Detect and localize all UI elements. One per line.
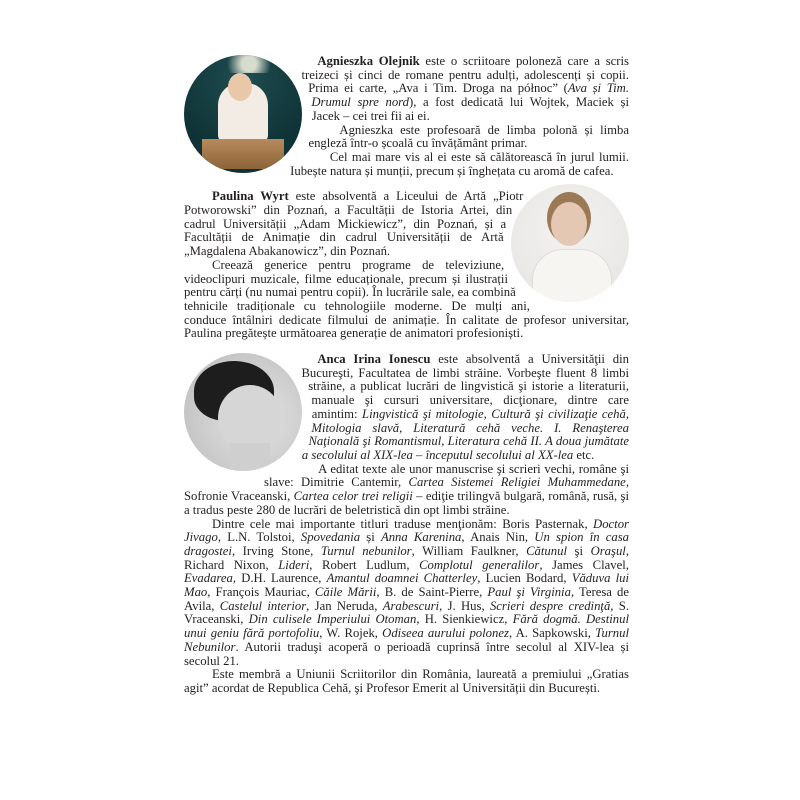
book-title: Evadarea: [184, 571, 233, 586]
book-title: Amantul doamnei Chatterley: [326, 571, 478, 586]
book-title: Anna Karenina: [380, 530, 462, 545]
bio-text: , François Mauriac,: [207, 585, 315, 600]
bio-text: , James Clavel,: [539, 557, 629, 572]
book-title: Oraşul: [590, 543, 626, 558]
bio-text: , S. Vraceanski,: [184, 598, 630, 627]
bio-paragraph: [184, 518, 629, 669]
bio-text: A editat texte ale unor manuscrise şi scrieri vechi, române şi slave: Dimitrie Cantemir,: [264, 461, 629, 490]
bio-text: , D.H. Laurence,: [232, 571, 327, 586]
bio-text: și: [360, 530, 381, 545]
book-title: Cartea celor trei religii: [293, 489, 413, 504]
bio-text: este absolventă a Liceului de Artă „Piotr Potworowski” din Poznań, a Facultății de Istoria Artei, din cadrul Universității „Adam Mickiewicz”, din Poznań, și a Facultății de Animație din cadrul Universității de Artă „Magdalena Abakanowicz”, din Poznań.: [184, 189, 524, 259]
bio-text: , Anais Nin,: [461, 530, 535, 545]
bio-text: Creează generice pentru programe de televiziune, videoclipuri muzicale, filme educaționale, precum și ilustrații pentru cărți (nu numai pentru copii). În lucrările sale, ea combină tehnicile tradiționale cu tehnologiile moderne. De mulți ani, conduce întâlniri dedicate filmului de animație. În calitate de profesor universitar, Paulina pregătește următoarea generație de animatori profesioniști.: [184, 257, 629, 341]
book-title: Cătunul: [526, 543, 567, 558]
bio-text: , Lucien Bodard,: [477, 571, 572, 586]
bio-text: Este membră a Uniunii Scriitorilor din România, laureată a premiului „Gratias agit” acordat de Republica Cehă, şi Profesor Emerit al Universității din București.: [184, 667, 629, 695]
bio-text: şi: [566, 543, 591, 558]
book-title: Doctor Jivago: [184, 516, 629, 545]
bio-text: , Teresa de Avila,: [184, 585, 629, 613]
bio-text: , Jan Neruda,: [306, 598, 383, 613]
bio-text: , W. Rojek,: [319, 626, 383, 641]
bio-text: Cel mai mare vis al ei este să călătorească în jurul lumii. Iubește natura și munții, precum și înghețata cu aromă de cafea.: [290, 149, 629, 178]
book-title: Lideri: [278, 557, 310, 572]
bio-text: Sofronie Vraceanski,: [184, 489, 294, 504]
author-photo-anca-irina-ionescu: [184, 353, 302, 471]
bio-section-paulina-wyrt: [184, 190, 629, 341]
bio-text: este absolventă a Universităţii din Bucureşti, Facultatea de limbi străine. Vorbeşte fluent 8 limbi străine, a publicat lucrări de lingvistică şi istorie a literaturii, manuale şi cursuri universitare, dicţionare, dintre care amintim:: [301, 352, 629, 421]
bio-text: , A. Sapkowski,: [508, 626, 596, 641]
author-bios-page: [184, 55, 629, 696]
bio-text: Dintre cele mai importante titluri traduse menţionăm: Boris Pasternak,: [212, 516, 594, 531]
bio-text: etc.: [573, 447, 595, 462]
bio-text: – ediţie trilingvă bulgară, română, rusă, şi a tradus peste 280 de lucrări de beletristică din opt limbi străine.: [184, 489, 630, 517]
bio-paragraph: [184, 668, 629, 695]
book-title: Fără dogmă. Destinul unui geniu fără portofoliu: [184, 612, 629, 641]
author-name: Paulina Wyrt: [212, 189, 289, 204]
bio-text: , H. Sienkiewicz,: [416, 612, 513, 627]
book-title: Căile Mării: [314, 585, 377, 600]
bio-text: , L.N. Tolstoi,: [217, 530, 301, 545]
book-title: Turnul nebunilor: [320, 543, 412, 558]
bio-text: ), a fost dedicată lui Wojtek, Maciek și Jacek – cei trei fii ai ei.: [311, 95, 629, 123]
book-title: Castelul interior: [219, 598, 307, 613]
book-title: Scrieri despre credinţă: [489, 598, 611, 613]
bio-section-agnieszka-olejnik: [184, 55, 629, 178]
bio-text: Agnieszka este profesoară de limba polonă și limba engleză într-o școală cu învățământ primar.: [308, 122, 629, 151]
book-title: Complotul generalilor: [419, 557, 540, 572]
bio-text: , Richard Nixon,: [184, 543, 629, 572]
bio-text: , Robert Ludlum,: [309, 557, 420, 572]
bio-text: este o scriitoare poloneză care a scris treizeci și cinci de romane pentru adulți, adolescenți și copii. Prima ei carte, „Ava i Tim. Droga na północ” (: [301, 54, 629, 96]
book-title: Cartea Sistemei Religiei Muhammedane,: [408, 475, 629, 490]
book-title: Turnul Nebunilor: [184, 626, 630, 654]
author-name: Agnieszka Olejnik: [317, 54, 420, 68]
book-title: Din culisele Imperiului Otoman: [248, 612, 417, 627]
bio-text: . Autorii traduşi acoperă o perioadă cuprinsă între secolul al XIV-lea și secolul 21.: [184, 639, 629, 668]
book-title: Ava și Tim. Drumul spre nord: [311, 81, 630, 110]
book-title: Paul şi Virginia: [487, 585, 571, 600]
book-title: Un spion în casa dragostei: [184, 530, 630, 558]
book-title: Spovedania: [300, 530, 361, 545]
book-title: Arabescuri: [382, 598, 440, 613]
book-title: Lingvistică şi mitologie, Cultură şi civilizaţie cehă, Mitologia slavă, Literatură cehă veche. I. Renaşterea Naţională şi Romantismul, Literatura cehă II. A doua jumătate a secolului al XIX-lea – începutul secolului al XX-lea: [301, 406, 629, 462]
book-title: Văduva lui Mao: [184, 571, 630, 600]
bio-text: , Irving Stone,: [231, 543, 321, 558]
author-photo-agnieszka-olejnik: [184, 55, 302, 173]
bio-text: , B. de Saint-Pierre,: [376, 585, 488, 600]
bio-text: , William Faulkner,: [411, 543, 527, 558]
bio-section-anca-irina-ionescu: [184, 353, 629, 696]
book-title: Odiseea aurului polonez: [382, 626, 509, 641]
bio-text: , J. Hus,: [439, 598, 490, 613]
author-photo-paulina-wyrt: [511, 184, 629, 302]
author-name: Anca Irina Ionescu: [317, 352, 431, 367]
